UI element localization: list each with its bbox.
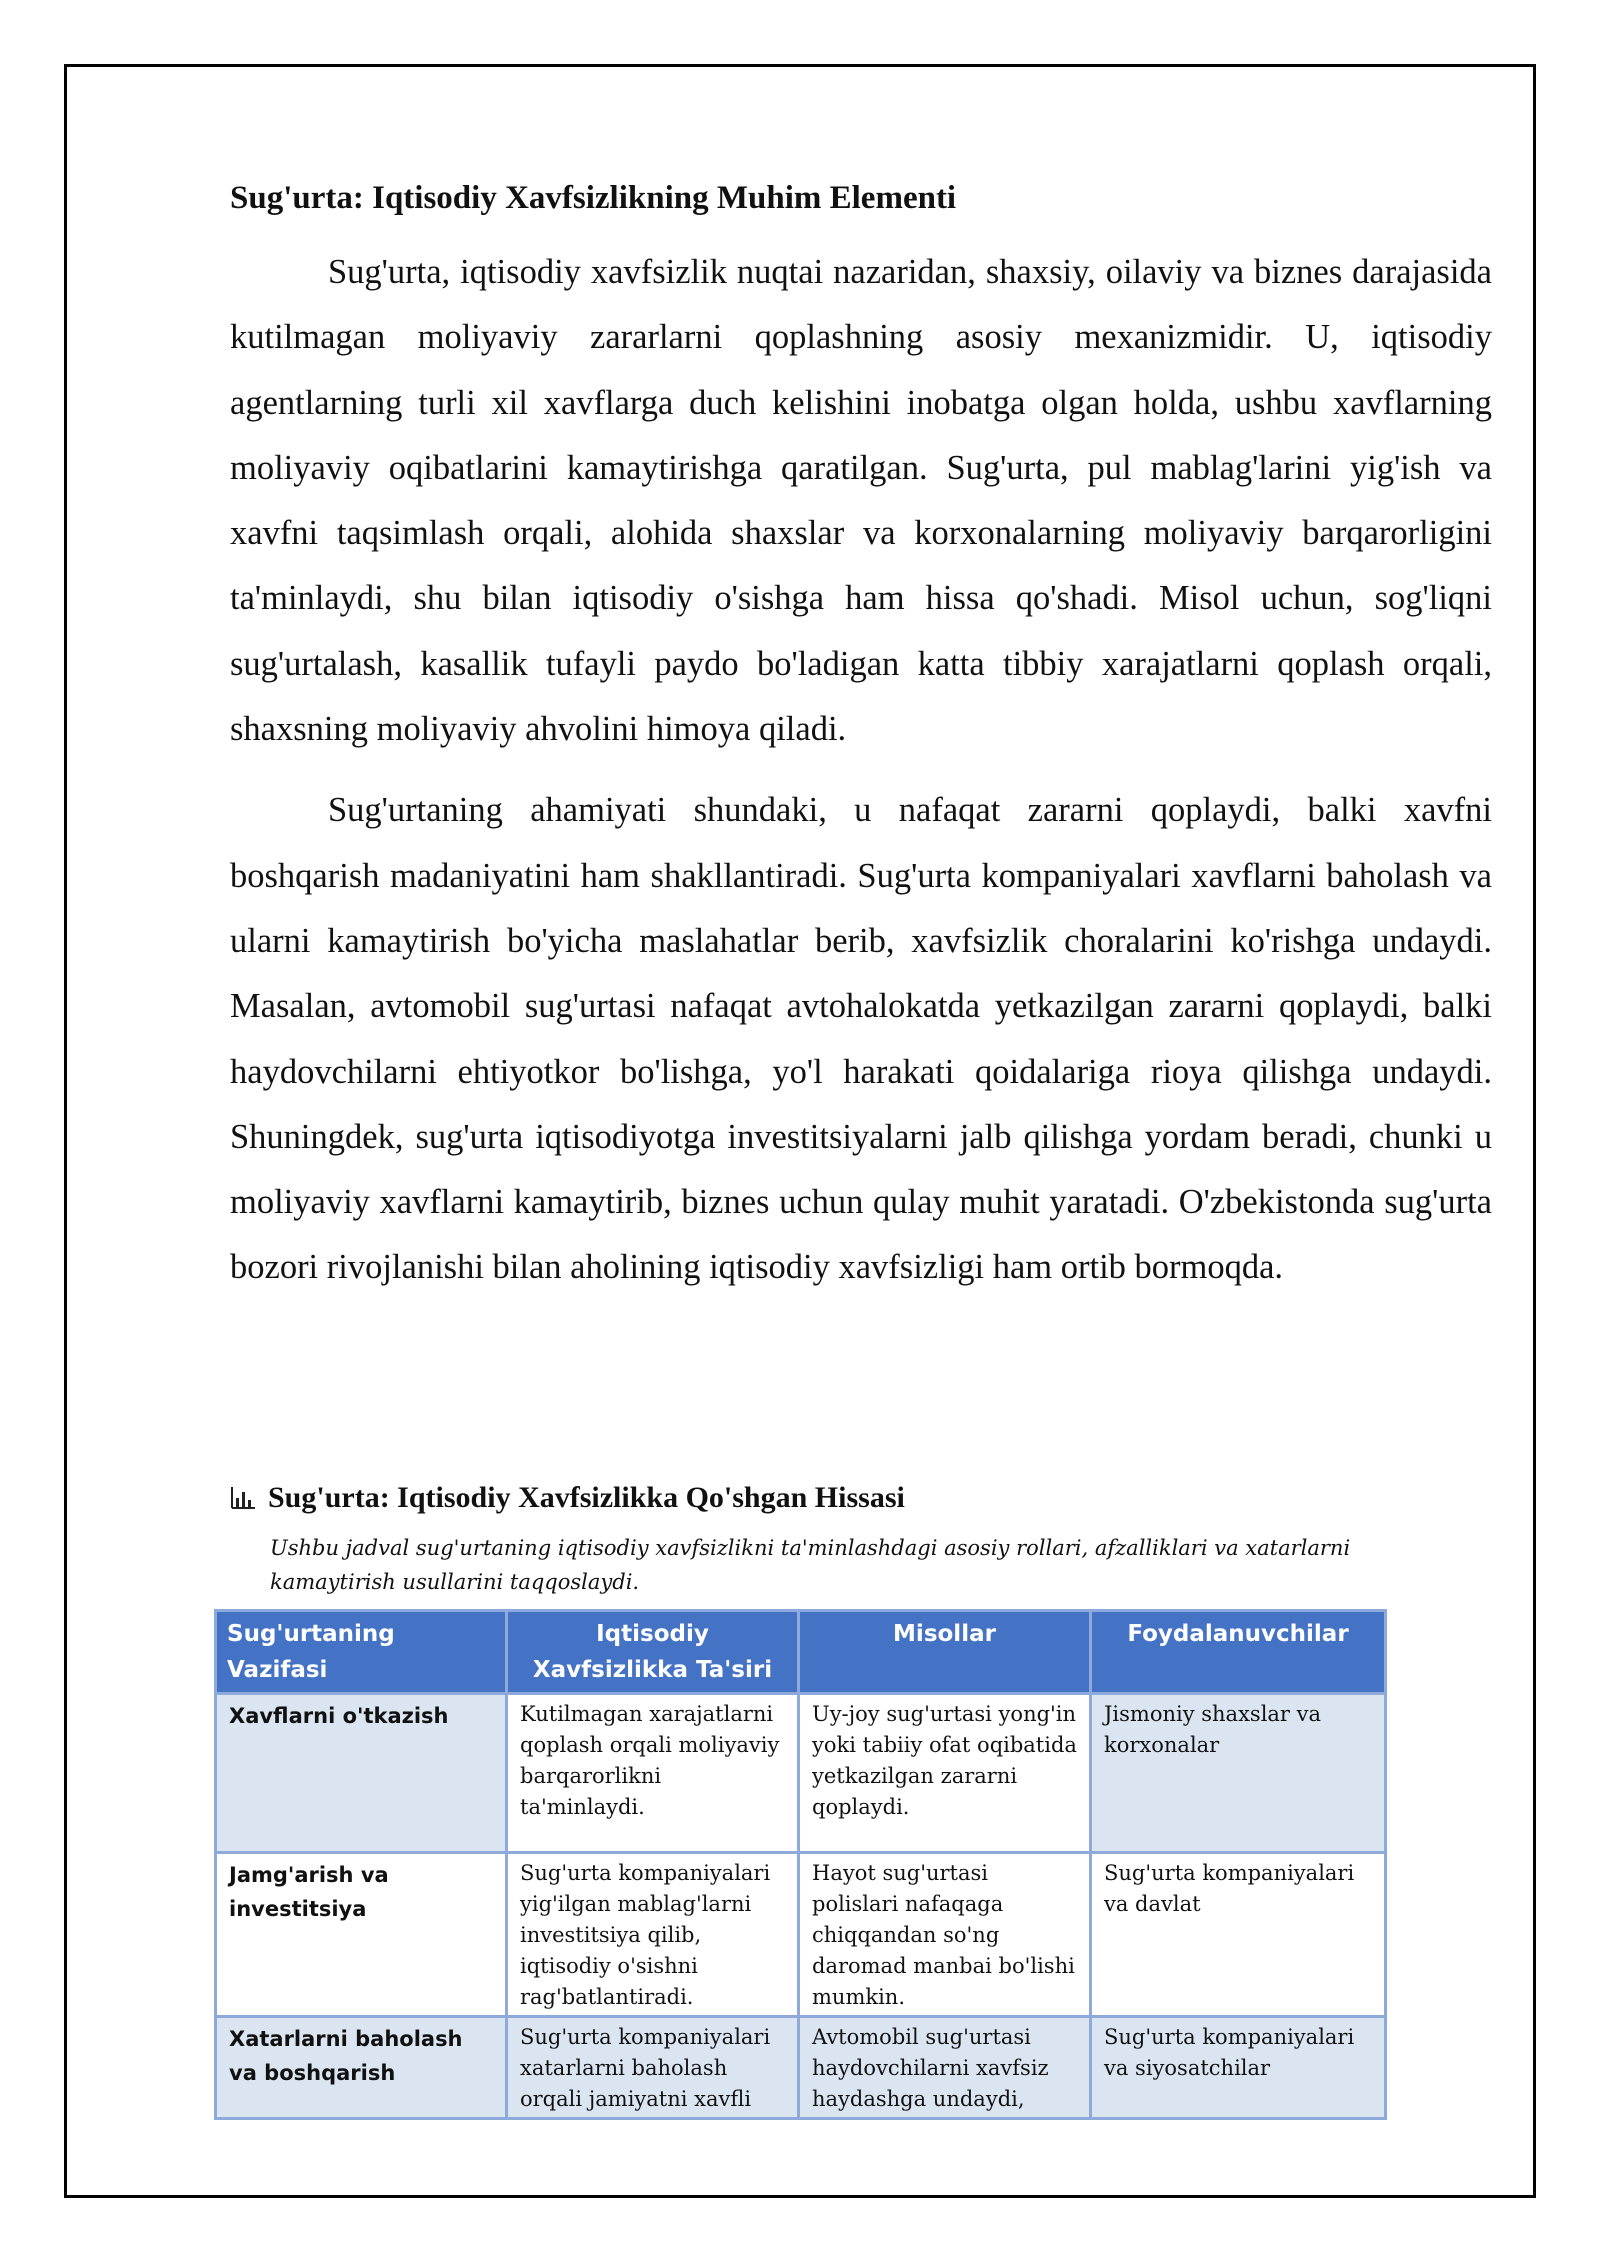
table-cell: Xavflarni o'tkazish (216, 1694, 507, 1853)
table-header-row (216, 1611, 1386, 1694)
table-cell: Jismoniy shaxslar va korxonalar (1091, 1694, 1386, 1853)
summary-table (214, 1609, 1387, 2120)
table-cell: Sug'urta kompaniyalari va siyosatchilar (1091, 2017, 1386, 2119)
table-cell: Sug'urta kompaniyalari yig'ilgan mablag'larni investitsiya qilib, iqtisodiy o'sishni rag'batlantiradi. (507, 1853, 799, 2017)
table-cell: Jamg'arish va investitsiya (216, 1853, 507, 2017)
document-title: Sug'urta: Iqtisodiy Xavfsizlikning Muhim Elementi (230, 180, 957, 216)
table-row (216, 2017, 1386, 2119)
table-cell: Xatarlarni baholash va boshqarish (216, 2017, 507, 2119)
table-row (216, 1853, 1386, 2017)
table-heading-text: Sug'urta: Iqtisodiy Xavfsizlikka Qo'shgan Hissasi (268, 1481, 905, 1514)
paragraph-2: Sug'urtaning ahamiyati shundaki, u nafaqat zararni qoplaydi, balki xavfni boshqarish madaniyatini ham shakllantiradi. Sug'urta kompaniyalari xavflarni baholash va ularni kamaytirish bo'yicha maslahatlar berib, xavfsizlik choralarini ko'rishga undaydi. Masalan, avtomobil sug'urtasi nafaqat avtohalokatda yetkazilgan zararni qoplaydi, balki haydovchilarni ehtiyotkor bo'lishga, yo'l harakati qoidalariga rioya qilishga undaydi. Shuningdek, sug'urta iqtisodiyotga investitsiyalarni jalb qilishga yordam beradi, chunki u moliyaviy xavflarni kamaytirib, biznes uchun qulay muhit yaratadi. O'zbekistonda sug'urta bozori rivojlanishi bilan aholining iqtisodiy xavfsizligi ham ortib bormoqda. (230, 791, 1492, 1287)
column-header-tasiri: Iqtisodiy Xavfsizlikka Ta'siri (507, 1611, 799, 1694)
table-cell: Hayot sug'urtasi polislari nafaqaga chiqqandan so'ng daromad manbai bo'lishi mumkin. (799, 1853, 1091, 2017)
table-cell: Sug'urta kompaniyalari xatarlarni baholash orqali jamiyatni xavfli (507, 2017, 799, 2119)
column-header-misollar: Misollar (799, 1611, 1091, 1694)
table-cell: Avtomobil sug'urtasi haydovchilarni xavfsiz haydashga undaydi, (799, 2017, 1091, 2119)
column-header-vazifasi: Sug'urtaning Vazifasi (216, 1611, 507, 1694)
document-body (230, 170, 1492, 1317)
column-header-foydalanuvchilar: Foydalanuvchilar (1091, 1611, 1386, 1694)
table-cell: Uy-joy sug'urtasi yong'in yoki tabiiy ofat oqibatida yetkazilgan zararni qoplaydi. (799, 1694, 1091, 1853)
table-cell: Sug'urta kompaniyalari va davlat (1091, 1853, 1386, 2017)
table-caption: Ushbu jadval sug'urtaning iqtisodiy xavfsizlikni ta'minlashdagi asosiy rollari, afzalliklari va xatarlarni kamaytirish usullarini taqqoslaydi. (270, 1536, 1351, 1594)
table-row (216, 1694, 1386, 1853)
table-heading (230, 1475, 1384, 1521)
table-section (214, 1475, 1384, 2120)
table-cell: Kutilmagan xarajatlarni qoplash orqali moliyaviy barqarorlikni ta'minlaydi. (507, 1694, 799, 1853)
bar-chart-icon (230, 1486, 256, 1510)
paragraph-1: Sug'urta, iqtisodiy xavfsizlik nuqtai nazaridan, shaxsiy, oilaviy va biznes darajasida kutilmagan moliyaviy zararlarni qoplashning asosiy mexanizmidir. U, iqtisodiy agentlarning turli xil xavflarga duch kelishini inobatga olgan holda, ushbu xavflarning moliyaviy oqibatlarini kamaytirishga qaratilgan. Sug'urta, pul mablag'larini yig'ish va xavfni taqsimlash orqali, alohida shaxslar va korxonalarning moliyaviy barqarorligini ta'minlaydi, shu bilan iqtisodiy o'sishga ham hissa qo'shadi. Misol uchun, sog'liqni sug'urtalash, kasallik tufayli paydo bo'ladigan katta tibbiy xarajatlarni qoplash orqali, shaxsning moliyaviy ahvolini himoya qiladi. (230, 253, 1492, 749)
